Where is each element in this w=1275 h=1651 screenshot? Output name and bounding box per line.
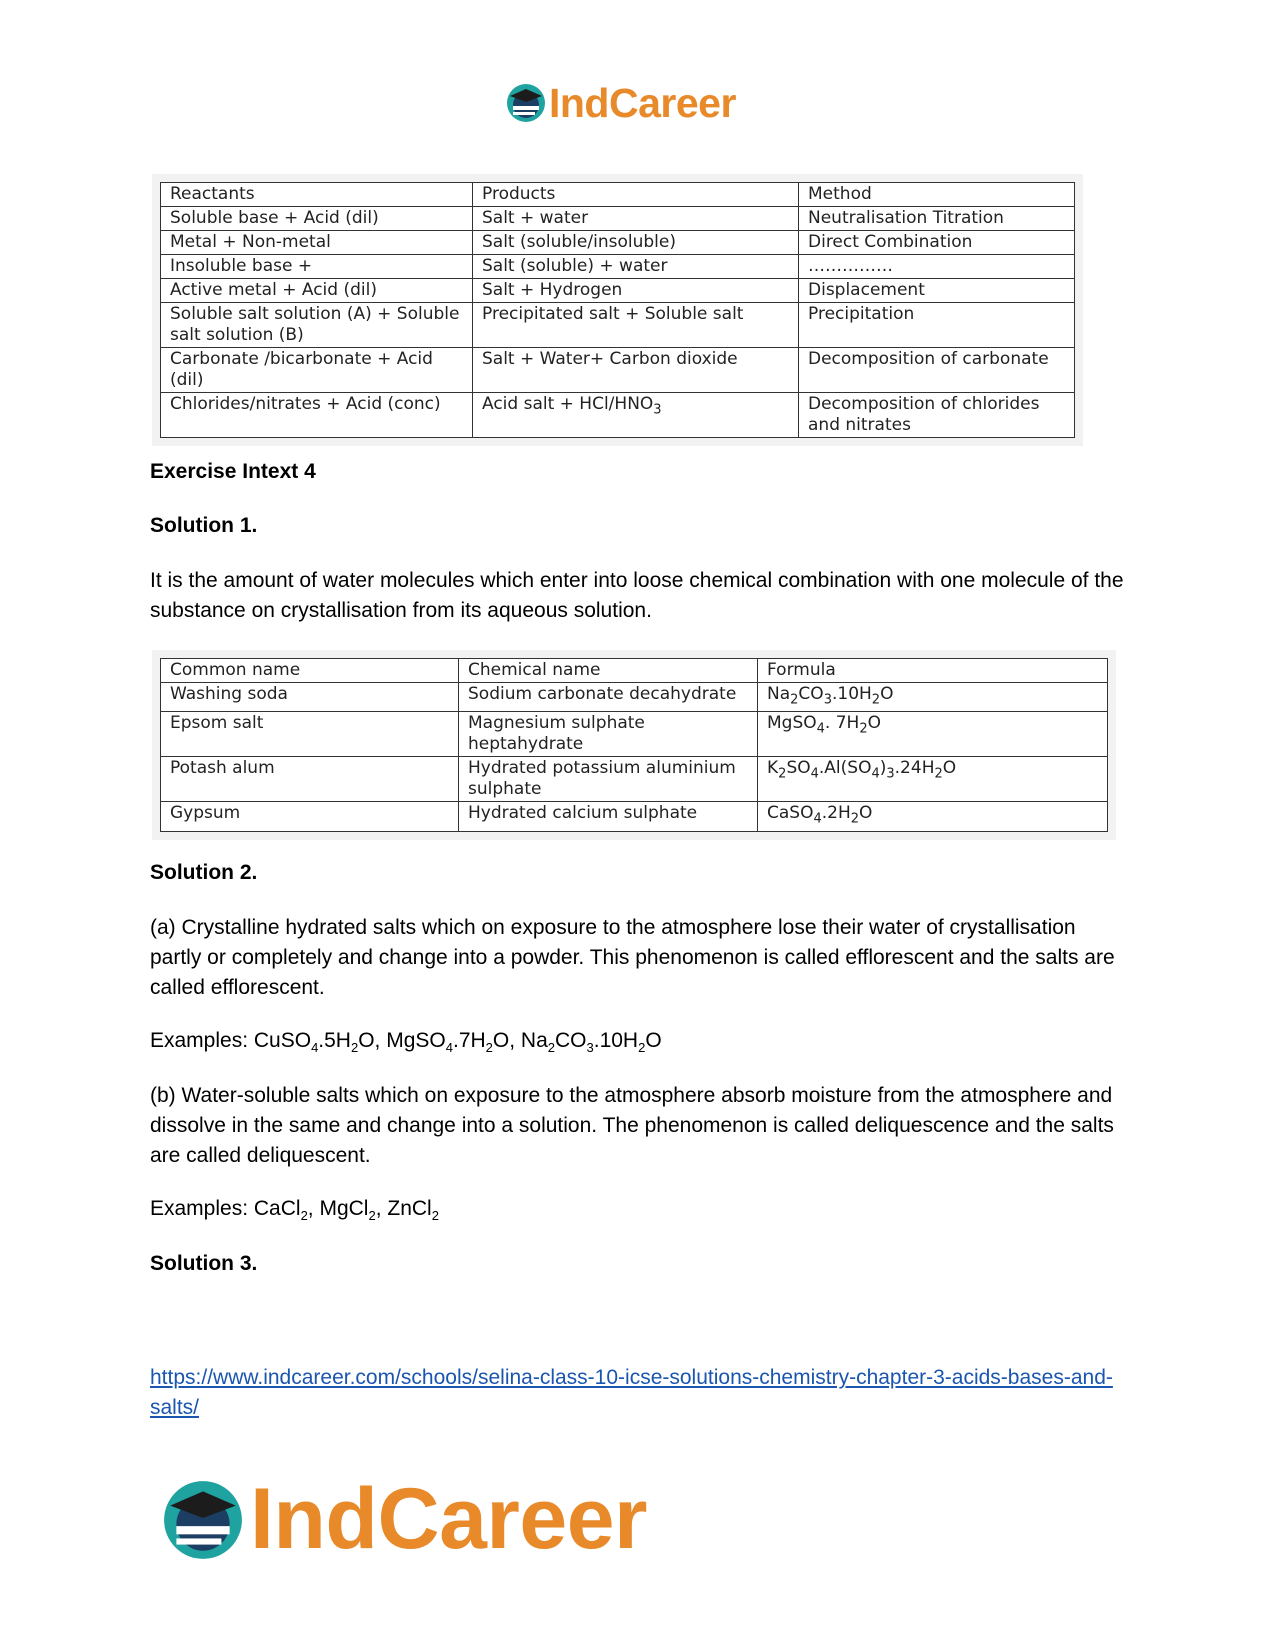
- table-header-row: [161, 659, 1108, 683]
- table-header-row: [161, 183, 1075, 207]
- table-cell: Active metal + Acid (dil): [161, 279, 473, 303]
- table-row: [161, 393, 1075, 438]
- table-cell: $K_2SO_4.Al(SO_4)_3.24H_2O$: [758, 757, 1108, 802]
- indcareer-logo-icon: [160, 1477, 246, 1563]
- table-cell: Soluble salt solution (A) + Soluble salt solution (B): [161, 303, 473, 348]
- table-cell: Potash alum: [161, 757, 459, 802]
- solution-1-title: Solution 1.: [150, 514, 258, 537]
- table-cell: Salt + Hydrogen: [473, 279, 799, 303]
- table-cell: Hydrated potassium aluminium sulphate: [459, 757, 758, 802]
- table-cell: Acid salt + HCl/$HNO_3$: [473, 393, 799, 438]
- table-cell: Washing soda: [161, 683, 459, 712]
- table-cell: Salt + water: [473, 207, 799, 231]
- table-cell: Epsom salt: [161, 712, 459, 757]
- table-cell: Chlorides/nitrates + Acid (conc): [161, 393, 473, 438]
- table-cell: Metal + Non-metal: [161, 231, 473, 255]
- table-header-cell: Method: [799, 183, 1075, 207]
- table-cell: Insoluble base +: [161, 255, 473, 279]
- brand-name: IndCareer: [549, 79, 736, 126]
- header-logo: [505, 78, 736, 128]
- footer-logo: [160, 1470, 647, 1569]
- table-row: [161, 231, 1075, 255]
- solution-2-examples-a: Examples: $CuSO_4.5H_2O$, $MgSO_4.7H_2O$, $Na_2CO_3.10H_2O$: [150, 1029, 662, 1056]
- reactions-table-wrapper: [152, 174, 1083, 446]
- footer-source-link[interactable]: https://www.indcareer.com/schools/selina-class-10-icse-solutions-chemistry-chapter-3-acids-bases-and-salts/: [150, 1366, 1113, 1419]
- table-row: [161, 255, 1075, 279]
- table-cell: Carbonate /bicarbonate + Acid (dil): [161, 348, 473, 393]
- table-cell: $Na_2CO_3.10H_2O$: [758, 683, 1108, 712]
- table-row: [161, 207, 1075, 231]
- table-cell: MgSO$_4$. $7H_2O$: [758, 712, 1108, 757]
- solution-3-title: Solution 3.: [150, 1252, 258, 1275]
- table-cell: Hydrated calcium sulphate: [459, 802, 758, 831]
- table-cell: Sodium carbonate decahydrate: [459, 683, 758, 712]
- indcareer-logo-icon: [505, 82, 547, 124]
- table-cell: Precipitation: [799, 303, 1075, 348]
- table-header-cell: Formula: [758, 659, 1108, 683]
- solution-2-para-a: (a) Crystalline hydrated salts which on exposure to the atmosphere lose their water of crystallisation partly or completely and change into a powder. This phenomenon is called efflorescent and the salts are called efflorescent.: [150, 916, 1115, 999]
- table-cell: Decomposition of chlorides and nitrates: [799, 393, 1075, 438]
- table-header-cell: Chemical name: [459, 659, 758, 683]
- table-cell: Salt (soluble/insoluble): [473, 231, 799, 255]
- table-header-cell: Common name: [161, 659, 459, 683]
- footer-link-container: [150, 1363, 1120, 1423]
- table-header-cell: Products: [473, 183, 799, 207]
- table-cell: $CaSO_4.2H_2O$: [758, 802, 1108, 831]
- exercise-heading: Exercise Intext 4: [150, 460, 316, 483]
- table-cell: Decomposition of carbonate: [799, 348, 1075, 393]
- table-cell: Magnesium sulphate heptahydrate: [459, 712, 758, 757]
- reactions-table: [160, 182, 1075, 438]
- table-row: [161, 712, 1108, 757]
- solution-1-text: It is the amount of water molecules which enter into loose chemical combination with one molecule of the substance on crystallisation from its aqueous solution.: [150, 569, 1124, 622]
- table-row: [161, 802, 1108, 831]
- table-row: [161, 303, 1075, 348]
- table-cell: Soluble base + Acid (dil): [161, 207, 473, 231]
- table-cell: Salt + Water+ Carbon dioxide: [473, 348, 799, 393]
- salts-table-wrapper: [152, 650, 1116, 840]
- solution-2-examples-b: Examples: CaCl$_2$, MgCl$_2$, ZnCl$_2$: [150, 1197, 439, 1224]
- table-cell: Precipitated salt + Soluble salt: [473, 303, 799, 348]
- hydrated-salts-table: [160, 658, 1108, 832]
- table-header-cell: Reactants: [161, 183, 473, 207]
- table-row: [161, 683, 1108, 712]
- brand-name: IndCareer: [250, 1471, 647, 1567]
- table-row: [161, 757, 1108, 802]
- table-cell: Gypsum: [161, 802, 459, 831]
- table-cell: Displacement: [799, 279, 1075, 303]
- table-cell: Direct Combination: [799, 231, 1075, 255]
- table-cell: ……………: [799, 255, 1075, 279]
- table-cell: Neutralisation Titration: [799, 207, 1075, 231]
- table-row: [161, 348, 1075, 393]
- table-row: [161, 279, 1075, 303]
- solution-2-title: Solution 2.: [150, 861, 258, 884]
- solution-2-para-b: (b) Water-soluble salts which on exposure to the atmosphere absorb moisture from the atmosphere and dissolve in the same and change into a solution. The phenomenon is called deliquescence and the salts are called deliquescent.: [150, 1084, 1114, 1167]
- table-cell: Salt (soluble) + water: [473, 255, 799, 279]
